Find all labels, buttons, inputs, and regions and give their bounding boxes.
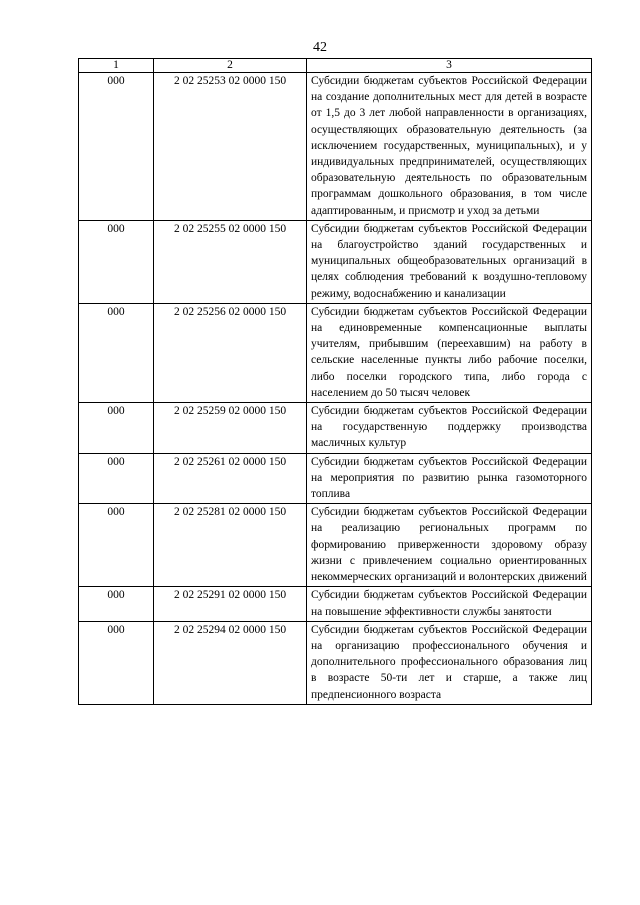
admin-code-cell: 000 [79,587,154,621]
budget-code-cell: 2 02 25294 02 0000 150 [154,621,307,704]
header-col-3: 3 [307,59,592,73]
table-row [79,504,592,587]
description-cell: Субсидии бюджетам субъектов Российской Федерации на благоустройство зданий государственных и муниципальных общеобразовательных организаций в целях соблюдения требований к воздушно-тепловому режиму, водоснабжению и канализации [307,220,592,303]
table-row [79,303,592,402]
page-number: 42 [313,40,327,55]
budget-code-cell: 2 02 25291 02 0000 150 [154,587,307,621]
table-row [79,587,592,621]
description-cell: Субсидии бюджетам субъектов Российской Федерации на единовременные компенсационные выплаты учителям, прибывшим (переехавшим) на работу в сельские населенные пункты либо рабочие поселки, либо поселки городского типа, либо города с населением до 50 тысяч человек [307,303,592,402]
table-row [79,220,592,303]
budget-code-cell: 2 02 25253 02 0000 150 [154,73,307,221]
description-cell: Субсидии бюджетам субъектов Российской Федерации на реализацию региональных программ по формированию приверженности здоровому образу жизни с привлечением социально ориентированных некоммерческих организаций и волонтерских движений [307,504,592,587]
table-row [79,453,592,504]
description-cell: Субсидии бюджетам субъектов Российской Федерации на государственную поддержку производства масличных культур [307,403,592,454]
description-cell: Субсидии бюджетам субъектов Российской Федерации на повышение эффективности службы занятости [307,587,592,621]
table-row [79,403,592,454]
table-header [79,59,592,73]
table-row [79,73,592,221]
header-col-2: 2 [154,59,307,73]
table-row [79,621,592,704]
admin-code-cell: 000 [79,403,154,454]
admin-code-cell: 000 [79,73,154,221]
budget-code-cell: 2 02 25259 02 0000 150 [154,403,307,454]
header-col-1: 1 [79,59,154,73]
admin-code-cell: 000 [79,220,154,303]
description-cell: Субсидии бюджетам субъектов Российской Федерации на создание дополнительных мест для детей в возрасте от 1,5 до 3 лет любой направленности в организациях, осуществляющих образовательную деятельность (за исключением государственных, муниципальных), и у индивидуальных предпринимателей, осуществляющих образовательную деятельность по образовательным программам дошкольного образования, в том числе адаптированным, и присмотр и уход за детьми [307,73,592,221]
budget-codes-table [78,58,592,705]
budget-code-cell: 2 02 25261 02 0000 150 [154,453,307,504]
table-body [79,73,592,705]
description-cell: Субсидии бюджетам субъектов Российской Федерации на мероприятия по развитию рынка газомоторного топлива [307,453,592,504]
description-cell: Субсидии бюджетам субъектов Российской Федерации на организацию профессионального обучения и дополнительного профессионального образования лиц в возрасте 50-ти лет и старше, а также лиц предпенсионного возраста [307,621,592,704]
admin-code-cell: 000 [79,621,154,704]
budget-code-cell: 2 02 25281 02 0000 150 [154,504,307,587]
admin-code-cell: 000 [79,303,154,402]
budget-code-cell: 2 02 25256 02 0000 150 [154,303,307,402]
header-row [79,59,592,73]
budget-code-cell: 2 02 25255 02 0000 150 [154,220,307,303]
admin-code-cell: 000 [79,453,154,504]
admin-code-cell: 000 [79,504,154,587]
